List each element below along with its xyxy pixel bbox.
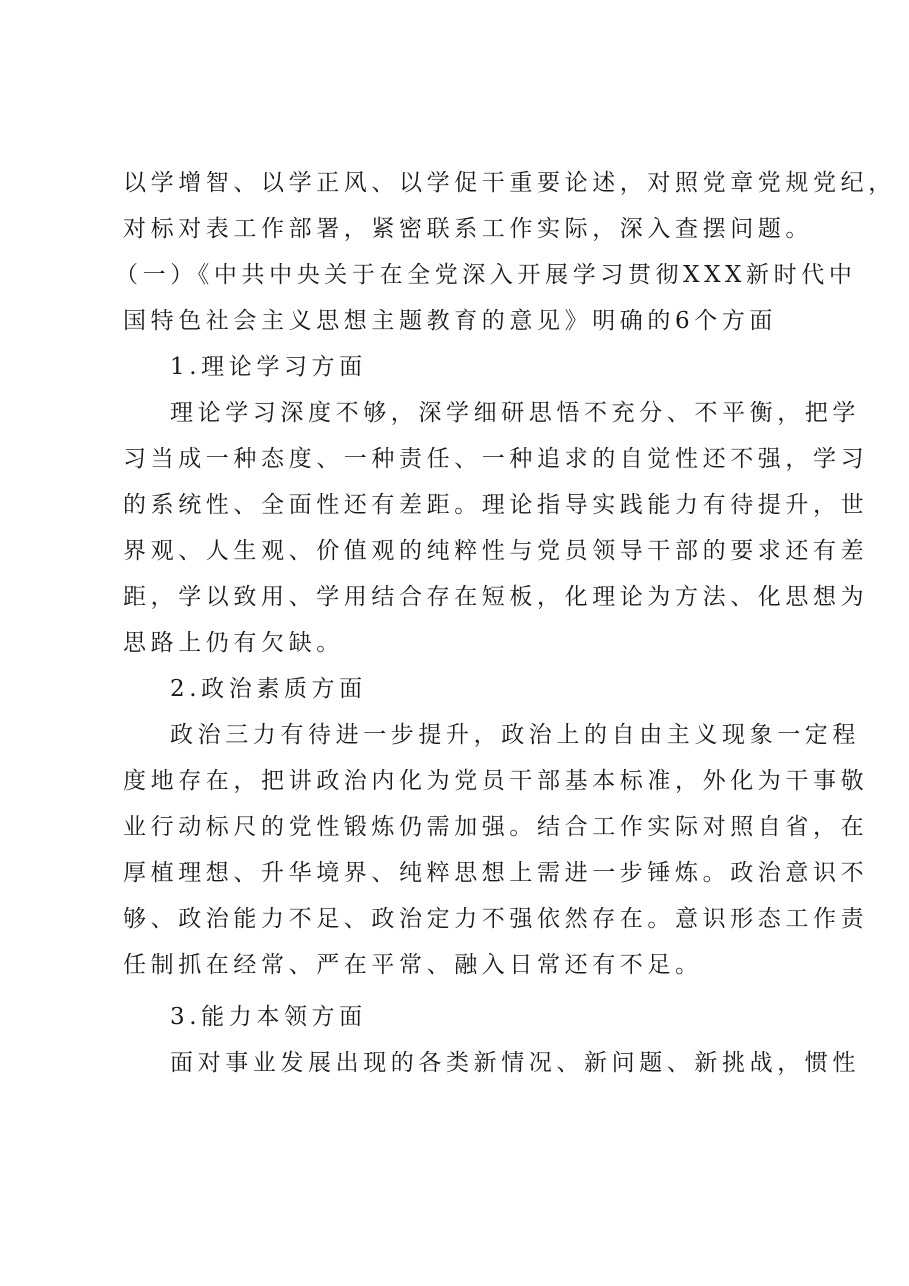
intro-line-2: 对标对表工作部署，紧密联系工作实际，深入查摆问题。 bbox=[123, 216, 813, 242]
section-heading-line-2: 国特色社会主义思想主题教育的意见》明确的6个方面 bbox=[123, 308, 778, 334]
politics-paragraph-line: 政治三力有待进一步提升，政治上的自由主义现象一定程 bbox=[170, 722, 860, 748]
politics-paragraph-line: 厚植理想、升华境界、纯粹思想上需进一步锤炼。政治意识不 bbox=[123, 860, 869, 886]
politics-paragraph-line: 够、政治能力不足、政治定力不强依然存在。意识形态工作责 bbox=[123, 906, 869, 932]
subsection-title-politics: 2.政治素质方面 bbox=[170, 676, 367, 702]
ability-paragraph-line: 面对事业发展出现的各类新情况、新问题、新挑战，惯性 bbox=[170, 1050, 860, 1076]
politics-paragraph-line: 任制抓在经常、严在平常、融入日常还有不足。 bbox=[123, 952, 703, 978]
politics-paragraph-line: 度地存在，把讲政治内化为党员干部基本标准，外化为干事敬 bbox=[123, 768, 869, 794]
intro-line-1: 以学增智、以学正风、以学促干重要论述，对照党章党规党纪， bbox=[123, 170, 896, 196]
subsection-title-theory: 1.理论学习方面 bbox=[170, 354, 367, 380]
theory-paragraph-line: 距，学以致用、学用结合存在短板，化理论为方法、化思想为 bbox=[123, 584, 869, 610]
section-heading-line-1: （一）《中共中央关于在全党深入开展学习贯彻XXX新时代中 bbox=[115, 262, 857, 288]
theory-paragraph-line: 思路上仍有欠缺。 bbox=[123, 630, 344, 656]
theory-paragraph-line: 的系统性、全面性还有差距。理论指导实践能力有待提升，世 bbox=[123, 492, 869, 518]
subsection-title-ability: 3.能力本领方面 bbox=[170, 1004, 367, 1030]
theory-paragraph-line: 习当成一种态度、一种责任、一种追求的自觉性还不强，学习 bbox=[123, 446, 869, 472]
politics-paragraph-line: 业行动标尺的党性锻炼仍需加强。结合工作实际对照自省，在 bbox=[123, 814, 869, 840]
document-body bbox=[115, 160, 896, 1086]
theory-paragraph-line: 界观、人生观、价值观的纯粹性与党员领导干部的要求还有差 bbox=[123, 538, 869, 564]
theory-paragraph-line: 理论学习深度不够，深学细研思悟不充分、不平衡，把学 bbox=[170, 400, 860, 426]
